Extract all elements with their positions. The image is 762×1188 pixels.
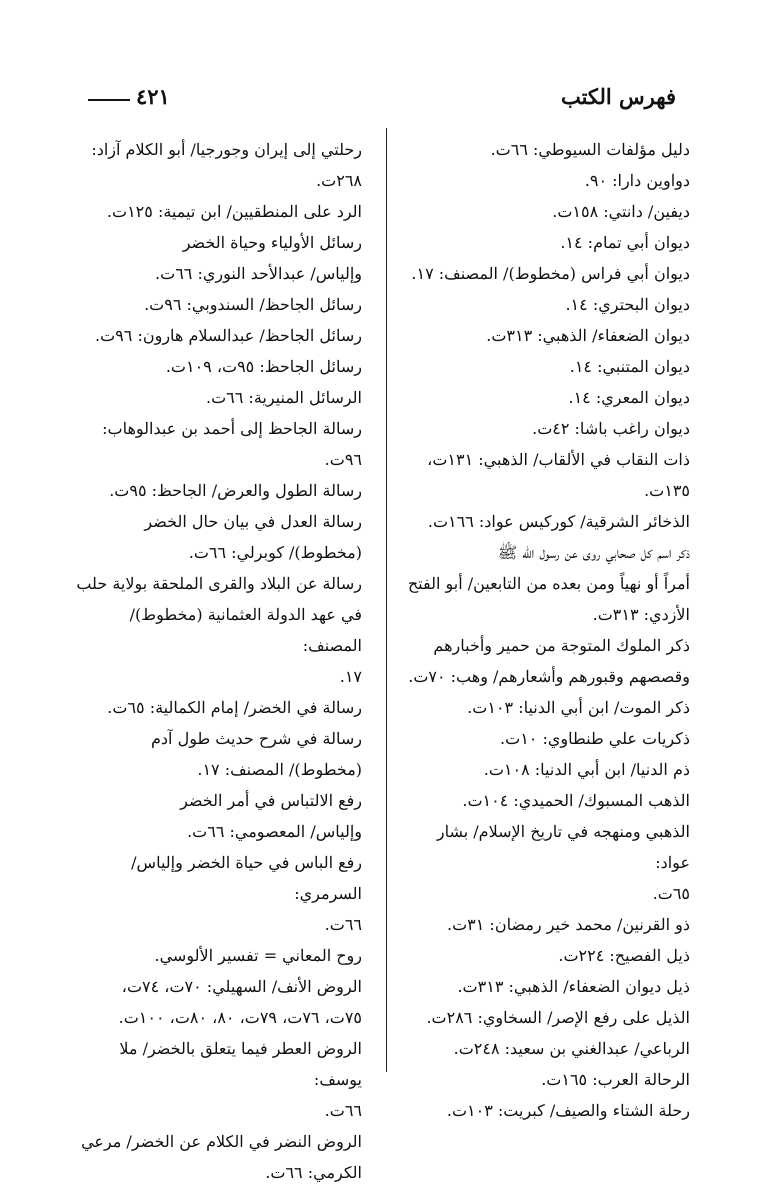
index-entry bbox=[400, 320, 690, 351]
entry-line: أمراً أو نهياً ومن بعده من التابعين/ أبو الفتح bbox=[407, 574, 690, 593]
entry-line: رحلة الشتاء والصيف/ كبريت: ١٠٣ت. bbox=[446, 1101, 690, 1120]
index-entry bbox=[72, 413, 362, 475]
entry-line: ديوان المتنبي: ١٤. bbox=[569, 357, 690, 376]
entry-line: رفع الالتباس في أمر الخضر bbox=[180, 791, 362, 810]
entry-line: رسالة الطول والعرض/ الجاحظ: ٩٥ت. bbox=[109, 481, 362, 500]
entry-line: الرحالة العرب: ١٦٥ت. bbox=[541, 1070, 690, 1089]
entry-line: الروض العطر فيما يتعلق بالخضر/ ملا يوسف: bbox=[119, 1039, 362, 1089]
index-entry bbox=[400, 413, 690, 444]
entry-line: ذات النقاب في الألقاب/ الذهبي: ١٣١ت، bbox=[427, 450, 690, 469]
index-entry bbox=[72, 227, 362, 289]
entry-line: ٢٦٨ت. bbox=[316, 171, 362, 190]
index-entry bbox=[400, 351, 690, 382]
entry-line: الذخائر الشرقية/ كوركيس عواد: ١٦٦ت. bbox=[427, 512, 690, 531]
index-entry bbox=[400, 289, 690, 320]
index-entry bbox=[400, 196, 690, 227]
entry-line: ديوان المعري: ١٤. bbox=[568, 388, 690, 407]
entry-line: ذكر الملوك المتوجة من حمير وأخبارهم bbox=[433, 636, 690, 655]
entry-line: الرد على المنطقيين/ ابن تيمية: ١٢٥ت. bbox=[106, 202, 362, 221]
entry-line: الذهبي ومنهجه في تاريخ الإسلام/ بشار عواد: bbox=[436, 822, 690, 872]
index-entry bbox=[72, 940, 362, 971]
index-entry bbox=[400, 382, 690, 413]
entry-line: وإلياس/ المعصومي: ٦٦ت. bbox=[187, 822, 362, 841]
entry-line: رحلتي إلى إيران وجورجيا/ أبو الكلام آزاد: bbox=[91, 140, 362, 159]
entry-line: ٦٦ت. bbox=[324, 915, 362, 934]
index-entry bbox=[400, 692, 690, 723]
entry-line: ذكر اسم كل صحابي روى عن رسول الله ﷺ bbox=[497, 543, 690, 562]
index-entry bbox=[72, 134, 362, 196]
entry-line: وإلياس/ عبدالأحد النوري: ٦٦ت. bbox=[155, 264, 362, 283]
entry-line: (مخطوط)/ كوبرلي: ٦٦ت. bbox=[188, 543, 362, 562]
entry-line: روح المعاني = تفسير الألوسي. bbox=[154, 946, 362, 965]
index-entry bbox=[400, 1095, 690, 1126]
entry-line: الرسائل المنيرية: ٦٦ت. bbox=[206, 388, 362, 407]
index-entry bbox=[400, 134, 690, 165]
index-entry bbox=[72, 289, 362, 320]
entry-line: رسالة في شرح حديث طول آدم bbox=[151, 729, 362, 748]
index-entry bbox=[400, 630, 690, 692]
entry-line: الذهب المسبوك/ الحميدي: ١٠٤ت. bbox=[462, 791, 690, 810]
entry-line: الكرمي: ٦٦ت. bbox=[265, 1163, 362, 1182]
entry-line: ذكر الموت/ ابن أبي الدنيا: ١٠٣ت. bbox=[467, 698, 690, 717]
index-entry bbox=[72, 971, 362, 1033]
entry-line: ذيل الفصيح: ٢٢٤ت. bbox=[558, 946, 690, 965]
index-entry bbox=[400, 444, 690, 506]
index-entry bbox=[72, 1033, 362, 1126]
page-title: فهرس الكتب bbox=[560, 84, 676, 109]
entry-line: ذكريات علي طنطاوي: ١٠ت. bbox=[500, 729, 690, 748]
entry-line: ذيل ديوان الضعفاء/ الذهبي: ٣١٣ت. bbox=[457, 977, 690, 996]
index-entry bbox=[400, 165, 690, 196]
entry-line: الروض النضر في الكلام عن الخضر/ مرعي bbox=[81, 1132, 362, 1151]
entry-line: ديوان راغب باشا: ٤٢ت. bbox=[532, 419, 690, 438]
index-entry bbox=[72, 475, 362, 506]
index-entry bbox=[72, 568, 362, 692]
entry-line: ديوان الضعفاء/ الذهبي: ٣١٣ت. bbox=[486, 326, 690, 345]
entry-line: رسالة الجاحظ إلى أحمد بن عبدالوهاب: bbox=[102, 419, 362, 438]
index-entry bbox=[400, 1002, 690, 1033]
index-entry bbox=[72, 847, 362, 940]
entry-line: رسائل الأولياء وحياة الخضر bbox=[182, 233, 362, 252]
entry-line: رسائل الجاحظ/ السندوبي: ٩٦ت. bbox=[144, 295, 362, 314]
right-column bbox=[400, 134, 690, 1126]
entry-line: رفع الباس في حياة الخضر وإلياس/ السرمري: bbox=[131, 853, 362, 903]
page-number: ٤٢١ bbox=[136, 84, 170, 109]
entry-line: ٦٥ت. bbox=[652, 884, 690, 903]
entry-line: ١٧. bbox=[339, 667, 362, 686]
entry-line: ديوان أبي تمام: ١٤. bbox=[560, 233, 690, 252]
page-header bbox=[88, 84, 676, 114]
entry-line: رسائل الجاحظ: ٩٥ت، ١٠٩ت. bbox=[165, 357, 362, 376]
entry-line: دواوين دارا: ٩٠. bbox=[584, 171, 690, 190]
entry-line: رسائل الجاحظ/ عبدالسلام هارون: ٩٦ت. bbox=[95, 326, 362, 345]
entry-line: رسالة العدل في بيان حال الخضر bbox=[144, 512, 362, 531]
index-entry bbox=[400, 227, 690, 258]
index-entry bbox=[400, 909, 690, 940]
index-entry bbox=[400, 816, 690, 909]
index-entry bbox=[400, 785, 690, 816]
entry-line: الأزدي: ٣١٣ت. bbox=[592, 605, 690, 624]
entry-line: ٦٦ت. bbox=[324, 1101, 362, 1120]
index-entry bbox=[72, 723, 362, 785]
index-entry bbox=[400, 1033, 690, 1064]
index-entry bbox=[400, 537, 690, 630]
entry-line: ذو القرنين/ محمد خير رمضان: ٣١ت. bbox=[447, 915, 690, 934]
index-entry bbox=[72, 785, 362, 847]
index-entry bbox=[400, 971, 690, 1002]
index-entry bbox=[72, 382, 362, 413]
entry-line: رسالة عن البلاد والقرى الملحقة بولاية حلب bbox=[76, 574, 362, 593]
entry-line: (مخطوط)/ المصنف: ١٧. bbox=[197, 760, 362, 779]
column-divider bbox=[386, 128, 387, 1072]
entry-line: وقصصهم وقبورهم وأشعارهم/ وهب: ٧٠ت. bbox=[408, 667, 690, 686]
entry-line: الروض الأنف/ السهيلي: ٧٠ت، ٧٤ت، bbox=[121, 977, 362, 996]
index-entry bbox=[400, 723, 690, 754]
entry-line: ٧٥ت، ٧٦ت، ٧٩ت، ٨٠، ٨٠ت، ١٠٠ت. bbox=[118, 1008, 362, 1027]
index-entry bbox=[72, 196, 362, 227]
entry-line: رسالة في الخضر/ إمام الكمالية: ٦٥ت. bbox=[107, 698, 362, 717]
index-entry bbox=[72, 1126, 362, 1188]
index-entry bbox=[72, 692, 362, 723]
index-entry bbox=[72, 351, 362, 382]
entry-line: ديفين/ دانتي: ١٥٨ت. bbox=[552, 202, 690, 221]
index-entry bbox=[400, 1064, 690, 1095]
index-entry bbox=[400, 258, 690, 289]
index-entry bbox=[72, 320, 362, 351]
index-entry bbox=[400, 754, 690, 785]
entry-line: ديوان أبي فراس (مخطوط)/ المصنف: ١٧. bbox=[411, 264, 690, 283]
index-entry bbox=[400, 940, 690, 971]
header-rule bbox=[88, 99, 130, 101]
index-entry bbox=[400, 506, 690, 537]
entry-line: ٩٦ت. bbox=[324, 450, 362, 469]
entry-line: ديوان البحتري: ١٤. bbox=[565, 295, 690, 314]
entry-line: الذيل على رفع الإصر/ السخاوي: ٢٨٦ت. bbox=[426, 1008, 690, 1027]
entry-line: الرباعي/ عبدالغني بن سعيد: ٢٤٨ت. bbox=[453, 1039, 690, 1058]
entry-line: في عهد الدولة العثمانية (مخطوط)/ المصنف: bbox=[129, 605, 362, 655]
left-column bbox=[72, 134, 362, 1188]
entry-line: ١٣٥ت. bbox=[644, 481, 690, 500]
entry-line: ذم الدنيا/ ابن أبي الدنيا: ١٠٨ت. bbox=[483, 760, 690, 779]
entry-line: دليل مؤلفات السيوطي: ٦٦ت. bbox=[490, 140, 690, 159]
index-entry bbox=[72, 506, 362, 568]
